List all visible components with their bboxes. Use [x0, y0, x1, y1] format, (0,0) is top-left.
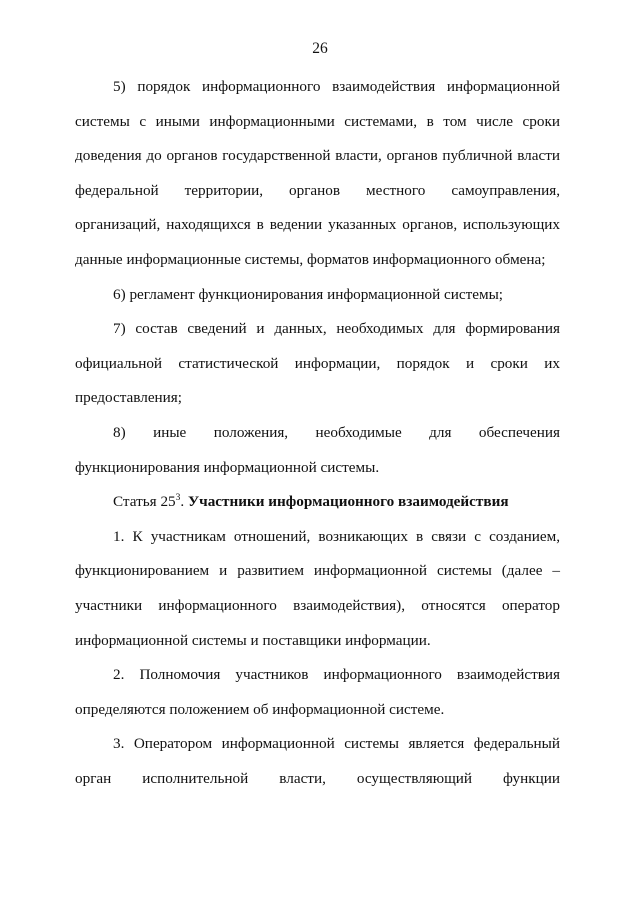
article-paragraph-2: 2. Полномочия участников информационного взаимодействия определяются положением об информационной системе. [75, 666, 560, 718]
article-number-superscript: 3 [175, 493, 181, 504]
article-heading [75, 485, 560, 520]
article-paragraph-1: 1. К участникам отношений, возникающих в связи с созданием, функционированием и развитием информационной системы (далее – участники информационного взаимодействия), относятся оператор информационной системы и поставщики информации. [75, 527, 560, 649]
article-number-suffix: . [180, 493, 188, 511]
document-body [75, 70, 560, 796]
list-item-7: 7) состав сведений и данных, необходимых для формирования официальной статистической информации, порядок и сроки их предоставления; [75, 320, 560, 407]
article-paragraph-3: 3. Оператором информационной системы является федеральный орган исполнительной власти, осуществляющий функции [75, 735, 560, 787]
article-number: Статья 25 [113, 493, 176, 511]
list-item-5: 5) порядок информационного взаимодействия информационной системы с иными информационными системами, в том числе сроки доведения до органов государственной власти, органов публичной власти федеральной территории, органов местного самоуправления, организаций, находящихся в ведении указанных органов, использующих данные информационные системы, форматов информационного обмена; [75, 78, 560, 268]
article-title: Участники информационного взаимодействия [187, 493, 509, 511]
page-number: 26 [312, 40, 328, 57]
list-item-8: 8) иные положения, необходимые для обеспечения функционирования информационной системы. [75, 423, 560, 476]
list-item-6: 6) регламент функционирования информационной системы; [113, 285, 504, 303]
